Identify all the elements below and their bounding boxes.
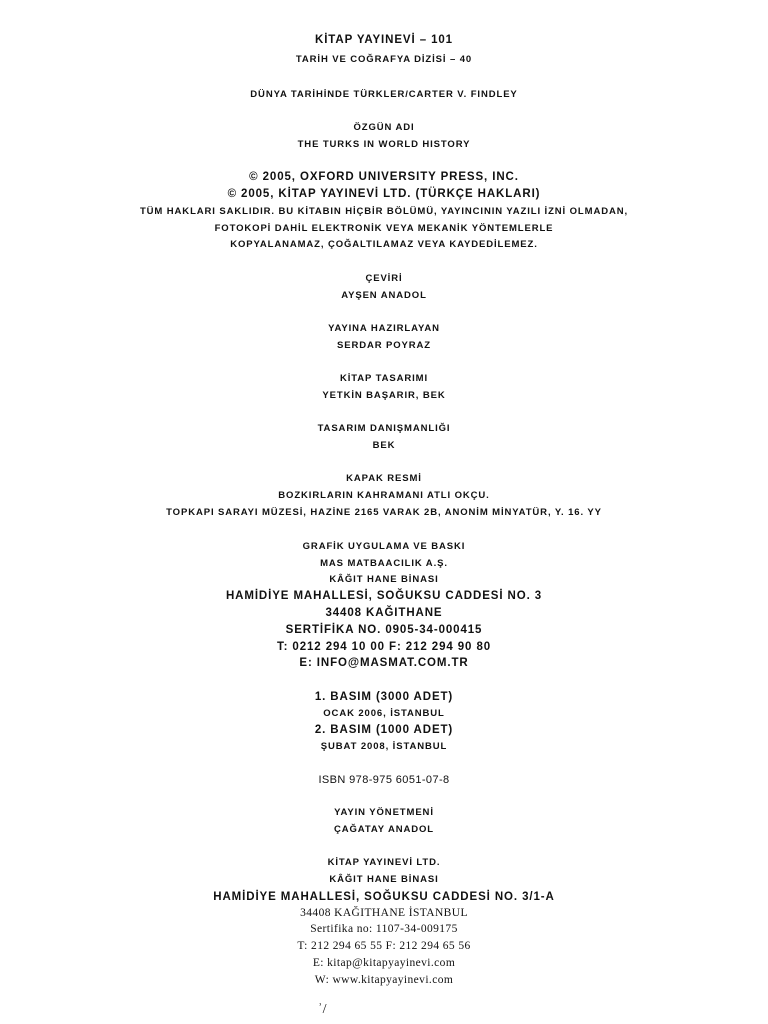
cover-label: KAPAK RESMİ — [346, 473, 422, 484]
series-line: TARİH VE COĞRAFYA DİZİSİ – 40 — [295, 54, 473, 65]
cover-line-2: TOPKAPI SARAYI MÜZESİ, HAZİNE 2165 VARAK 2B, ANONİM MİNYATÜR, Y. 16. YY — [166, 507, 602, 518]
printer-label: GRAFİK UYGULAMA VE BASKI — [302, 541, 466, 552]
edition-first: 1. BASIM (3000 ADET) — [314, 691, 454, 703]
original-title-label: ÖZGÜN ADI — [353, 122, 415, 133]
cover-line-1: BOZKIRLARIN KAHRAMANI ATLI OKÇU. — [278, 490, 490, 501]
publisher-phone: T: 212 294 65 55 F: 212 294 65 56 — [297, 940, 471, 952]
printer-city: 34408 KAĞITHANE — [325, 607, 443, 619]
copyright-line-1: © 2005, OXFORD UNIVERSITY PRESS, INC. — [249, 171, 519, 183]
translation-label: ÇEVİRİ — [365, 273, 403, 284]
original-title: THE TURKS IN WORLD HISTORY — [297, 139, 471, 150]
publisher-address: HAMİDİYE MAHALLESİ, SOĞUKSU CADDESİ NO. 3/1-A — [213, 891, 555, 903]
director-label: YAYIN YÖNETMENİ — [334, 807, 434, 818]
edition-second: 2. BASIM (1000 ADET) — [314, 724, 454, 736]
printer-address: HAMİDİYE MAHALLESİ, SOĞUKSU CADDESİ NO. 3 — [225, 590, 543, 602]
publisher-web: W: www.kitapyayinevi.com — [314, 974, 454, 986]
edition-first-date: OCAK 2006, İSTANBUL — [323, 708, 445, 719]
printer-phone: T: 0212 294 10 00 F: 212 294 90 80 — [276, 641, 492, 653]
isbn: ISBN 978-975 6051-07-8 — [318, 774, 450, 786]
page-mark: ʾ/ — [318, 1002, 327, 1017]
printer-name: MAS MATBAACILIK A.Ş. — [320, 558, 448, 569]
rights-line-3: KOPYALANAMAZ, ÇOĞALTILAMAZ VEYA KAYDEDİLEMEZ. — [230, 239, 538, 250]
publisher-city: 34408 KAĞITHANE İSTANBUL — [300, 907, 468, 919]
publisher-name: KİTAP YAYINEVİ LTD. — [327, 857, 441, 868]
edition-second-date: ŞUBAT 2008, İSTANBUL — [320, 741, 448, 752]
design-label: KİTAP TASARIMI — [339, 373, 429, 384]
designer-name: YETKİN BAŞARIR, BEK — [322, 390, 446, 401]
director-name: ÇAĞATAY ANADOL — [333, 824, 435, 835]
consultant-name: BEK — [372, 440, 396, 451]
editor-label: YAYINA HAZIRLAYAN — [328, 323, 440, 334]
rights-line-1: TÜM HAKLARI SAKLIDIR. BU KİTABIN HİÇBİR BÖLÜMÜ, YAYINCININ YAZILI İZNİ OLMADAN, — [139, 206, 629, 217]
editor-name: SERDAR POYRAZ — [336, 340, 432, 351]
consultancy-label: TASARIM DANIŞMANLIĞI — [317, 423, 451, 434]
printer-building: KÂĞIT HANE BİNASI — [329, 574, 439, 585]
rights-line-2: FOTOKOPİ DAHİL ELEKTRONİK VEYA MEKANİK YÖNTEMLERLE — [214, 223, 554, 234]
publisher-series-line: KİTAP YAYINEVİ – 101 — [315, 34, 453, 46]
printer-certificate: SERTİFİKA NO. 0905-34-000415 — [285, 624, 483, 636]
translator-name: AYŞEN ANADOL — [341, 290, 427, 301]
book-title-line: DÜNYA TARİHİNDE TÜRKLER/CARTER V. FINDLEY — [250, 89, 518, 100]
publisher-email: E: kitap@kitapyayinevi.com — [312, 957, 456, 969]
publisher-building: KÂĞIT HANE BİNASI — [329, 874, 439, 885]
publisher-certificate: Sertifika no: 1107-34-009175 — [310, 923, 458, 935]
copyright-line-2: © 2005, KİTAP YAYINEVİ LTD. (TÜRKÇE HAKLARI) — [227, 188, 541, 200]
printer-email: E: INFO@MASMAT.COM.TR — [299, 657, 469, 669]
